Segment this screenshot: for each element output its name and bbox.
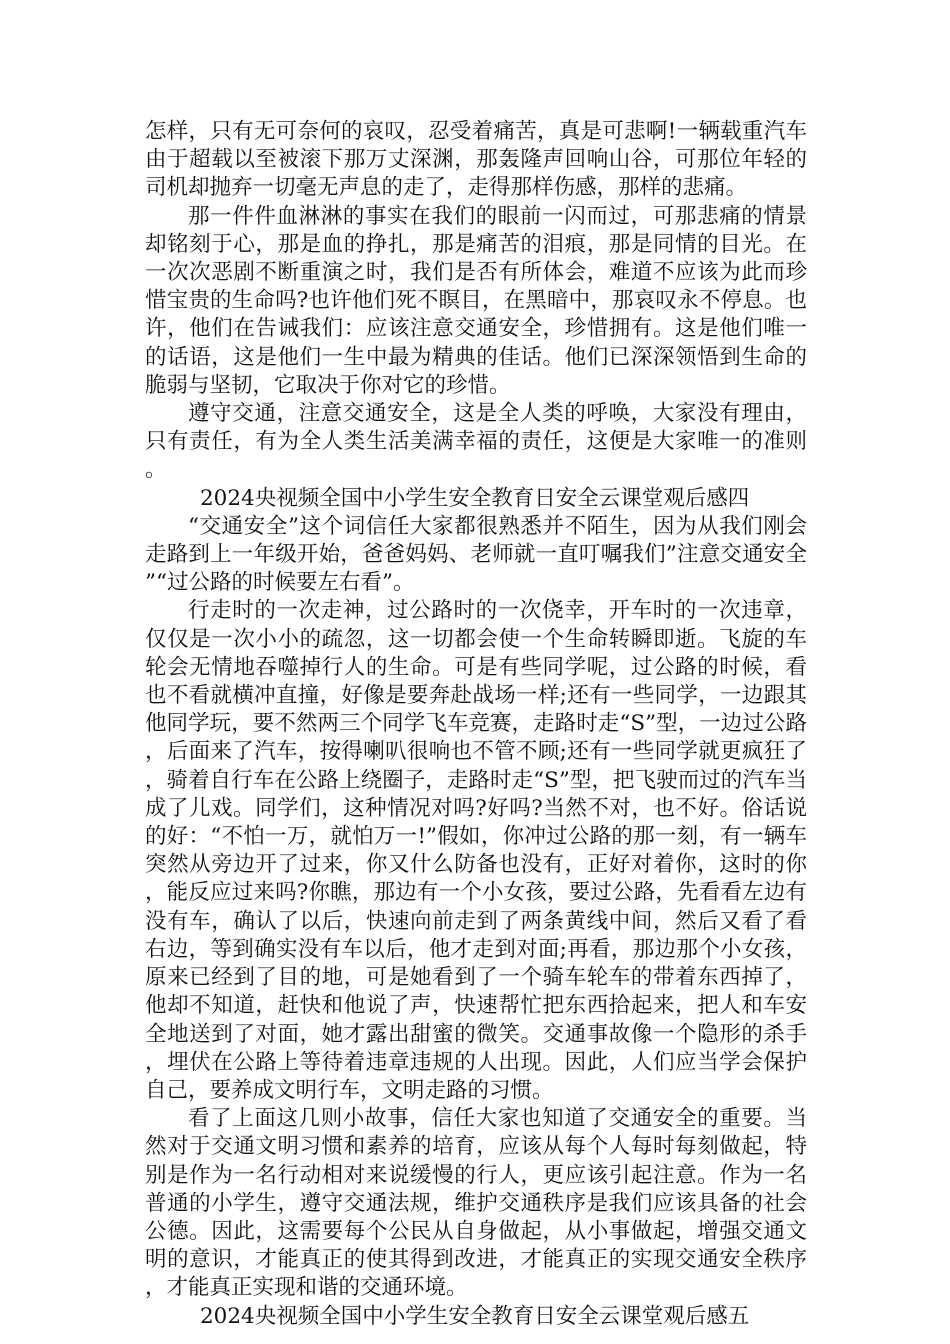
section-heading-5: 2024央视频全国中小学生安全教育日安全云课堂观后感五	[200, 1303, 750, 1329]
paragraph-6: 行走时的一次走神，过公路时的一次侥幸，开车时的一次违章，仅仅是一次小小的疏忽，这一切都会使一个生命转瞬即逝。飞旋的车轮会无情地吞噬掉行人的生命。可是有些同学呢，过公路的时候，看也不看就横冲直撞，好像是要奔赴战场一样;还有一些同学，一边跟其他同学玩，要不然两三个同学飞车竞赛，走路时走“S”型，一边过公路，后面来了汽车，按得喇叭很响也不管不顾;还有一些同学就更疯狂了，骑着自行车在公路上绕圈子，走路时走“S”型，把飞驶而过的汽车当成了儿戏。同学们，这种情况对吗?好吗?当然不对，也不好。俗话说的好：“不怕一万，就怕万一!”假如，你冲过公路的那一刻，有一辆车突然从旁边开了过来，你又什么防备也没有，正好对着你，这时的你，能反应过来吗?你瞧，那边有一个小女孩，要过公路，先看看左边有没有车，确认了以后，快速向前走到了两条黄线中间，然后又看了看右边，等到确实没有车以后，他才走到对面;再看，那边那个小女孩，原来已经到了目的地，可是她看到了一个骑车轮车的带着东西掉了，他却不知道，赶快和他说了声，快速帮忙把东西拾起来，把人和车安全地送到了对面，她才露出甜蜜的微笑。交通事故像一个隐形的杀手，埋伏在公路上等待着违章违规的人出现。因此，人们应当学会保护自己，要养成文明行车，文明走路的习惯。	[145, 598, 807, 1103]
document-page	[145, 118, 807, 1331]
paragraph-1: 怎样，只有无可奈何的哀叹，忍受着痛苦，真是可悲啊!一辆载重汽车由于超载以至被滚下那万丈深渊，那轰隆声回响山谷，可那位年轻的司机却抛弃一切毫无声息的走了，走得那样伤感，那样的悲痛。	[145, 119, 807, 201]
paragraph-3: 遵守交通，注意交通安全，这是全人类的呼唤，大家没有理由，只有责任，有为全人类生活美满幸福的责任，这便是大家唯一的准则。	[145, 401, 807, 483]
paragraph-2: 那一件件血淋淋的事实在我们的眼前一闪而过，可那悲痛的情景却铭刻于心，那是血的挣扎，那是痛苦的泪痕，那是同情的目光。在一次次恶剧不断重演之时，我们是否有所体会，难道不应该为此而珍惜宝贵的生命吗?也许他们死不瞑目，在黑暗中，那哀叹永不停息。也许，他们在告诫我们：应该注意交通安全，珍惜拥有。这是他们唯一的话语，这是他们一生中最为精典的佳话。他们已深深领悟到生命的脆弱与坚韧，它取决于你对它的珍惜。	[145, 203, 807, 398]
paragraph-5: “交通安全”这个词信任大家都很熟悉并不陌生，因为从我们刚会走路到上一年级开始，爸爸妈妈、老师就一直叮嘱我们”注意交通安全”“过公路的时候要左右看”。	[145, 513, 807, 596]
paragraph-7: 看了上面这几则小故事，信任大家也知道了交通安全的重要。当然对于交通文明习惯和素养的培育，应该从每个人每时每刻做起，特别是作为一名行动相对来说缓慢的行人，更应该引起注意。作为一名普通的小学生，遵守交通法规，维护交通秩序是我们应该具备的社会公德。因此，这需要每个公民从自身做起，从小事做起，增强交通文明的意识，才能真正的使其得到改进，才能真正的实现交通安全秩序，才能真正实现和谐的交通环境。	[145, 1106, 807, 1301]
section-heading-4: 2024央视频全国中小学生安全教育日安全云课堂观后感四	[200, 485, 750, 511]
